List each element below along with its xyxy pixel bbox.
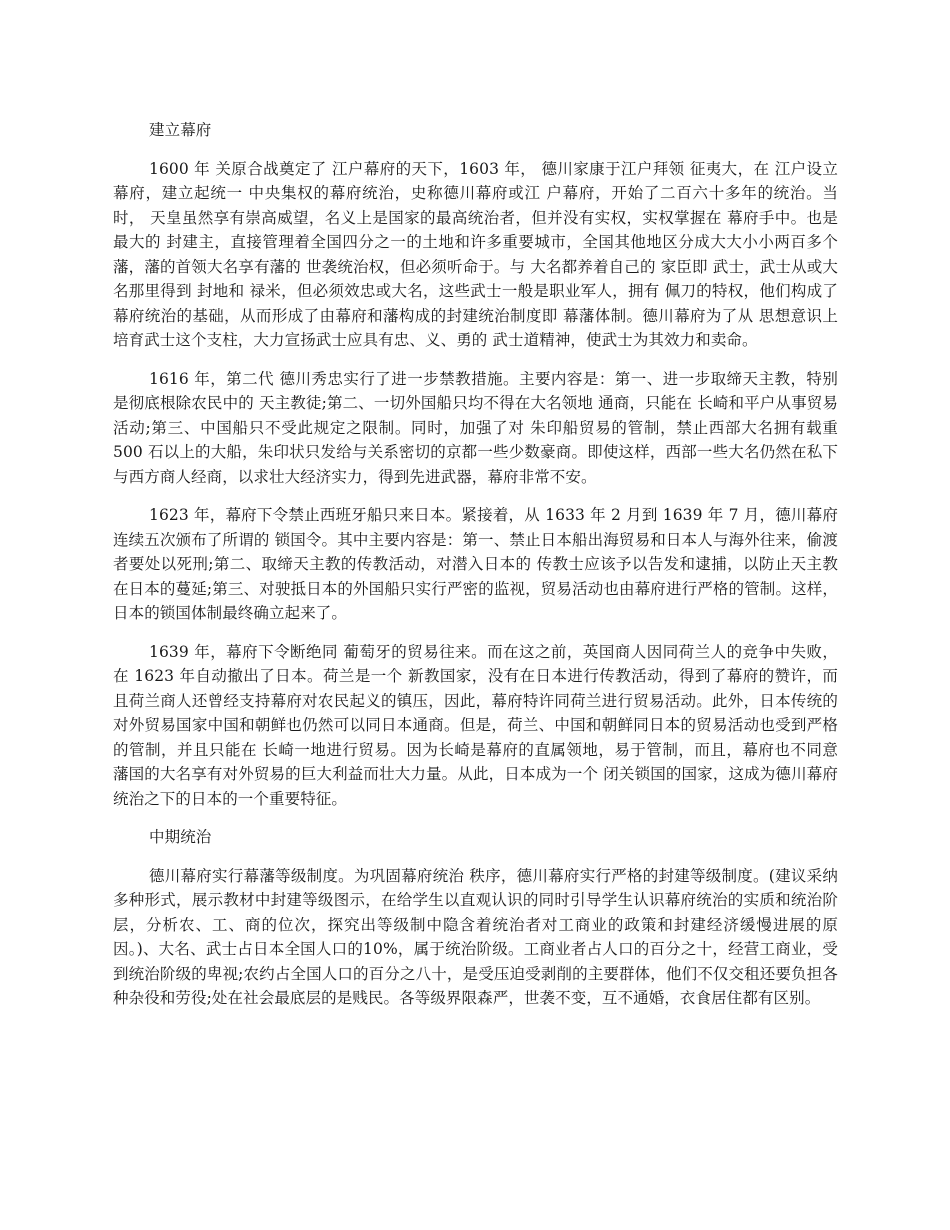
section-heading: 建立幕府 bbox=[149, 121, 212, 139]
section-heading: 中期统治 bbox=[149, 828, 212, 846]
paragraph: 1616 年，第二代 德川秀忠实行了进一步禁教措施。主要内容是：第一、进一步取缔天主教，特别是彻底根除农民中的 天主教徒;第二、一切外国船只均不得在大名领地 通商，只能在 长崎和平户从事贸易活动;第三、中国船只不受此规定之限制。同时，加强了对 朱印船贸易的管制，禁止西部大名拥有载重 500 石以上的大船，朱印状只发给与关系密切的京都一些少数豪商。即使这样，西部一些大名仍然在私下与西方商人经商，以求壮大经济实力，得到先进武器，幕府非常不安。 bbox=[113, 369, 838, 486]
paragraph: 德川幕府实行幕藩等级制度。为巩固幕府统治 秩序，德川幕府实行严格的封建等级制度。(建议采纳多种形式，展示教材中封建等级图示，在给学生以直观认识的同时引导学生认识幕府统治的实质和统治阶层，分析农、工、商的位次，探究出等级制中隐含着统治者对工商业的政策和封建经济缓慢进展的原因。)、大名、武士占日本全国人口的10%，属于统治阶级。工商业者占人口的百分之十，经营工商业，受到统治阶级的卑视;农约占全国人口的百分之八十，是受压迫受剥削的主要群体，他们不仅交租还要负担各种杂役和劳役;处在社会最底层的是贱民。各等级界限森严，世袭不变，互不通婚，衣食居住都有区别。 bbox=[113, 866, 838, 1007]
section-establish-shogunate bbox=[113, 118, 838, 811]
paragraph: 1600 年 关原合战奠定了 江户幕府的天下，1603 年， 德川家康于江户拜领 征夷大，在 江户设立 幕府，建立起统一 中央集权的幕府统治，史称德川幕府或江 户幕府，开始了二百六十多年的统治。当时， 天皇虽然享有崇高威望，名义上是国家的最高统治者，但并没有实权，实权掌握在 幕府手中。也是最大的 封建主，直接管理着全国四分之一的土地和许多重要城市，全国其他地区分成大大小小两百多个 藩，藩的首领大名享有藩的 世袭统治权，但必须听命于。与 大名都养着自己的 家臣即 武士，武士从或大名那里得到 封地和 禄米，但必须效忠或大名，这些武士一般是职业军人，拥有 佩刀的特权，他们构成了幕府统治的基础，从而形成了由幕府和藩构成的封建统治制度即 幕藩体制。德川幕府为了从 思想意识上培育武士这个支柱，大力宣扬武士应具有忠、义、勇的 武士道精神，使武士为其效力和卖命。 bbox=[113, 159, 838, 349]
document-page bbox=[113, 118, 838, 1025]
paragraph: 1623 年，幕府下令禁止西班牙船只来日本。紧接着，从 1633 年 2 月到 1639 年 7 月，德川幕府连续五次颁布了所谓的 锁国令。其中主要内容是：第一、禁止日本船出海贸易和日本人与海外往来，偷渡者要处以死刑;第二、取缔天主教的传教活动，对潜入日本的 传教士应该予以告发和逮捕，以防止天主教在日本的蔓延;第三、对驶抵日本的外国船只实行严密的监视，贸易活动也由幕府进行严格的管制。这样，日本的锁国体制最终确立起来了。 bbox=[113, 506, 838, 622]
section-middle-rule bbox=[113, 825, 838, 1011]
paragraph: 1639 年，幕府下令断绝同 葡萄牙的贸易往来。而在这之前，英国商人因同荷兰人的竞争中失败，在 1623 年自动撤出了日本。荷兰是一个 新教国家，没有在日本进行传教活动，得到了幕府的赞许，而且荷兰商人还曾经支持幕府对农民起义的镇压，因此，幕府特许同荷兰进行贸易活动。此外，日本传统的对外贸易国家中国和朝鲜也仍然可以同日本通商。但是，荷兰、中国和朝鲜同日本的贸易活动也受到严格的管制，并且只能在 长崎一地进行贸易。因为长崎是幕府的直属领地，易于管制，而且，幕府也不同意 藩国的大名享有对外贸易的巨大利益而壮大力量。从此，日本成为一个 闭关锁国的国家，这成为德川幕府统治之下的日本的一个重要特征。 bbox=[113, 642, 838, 808]
